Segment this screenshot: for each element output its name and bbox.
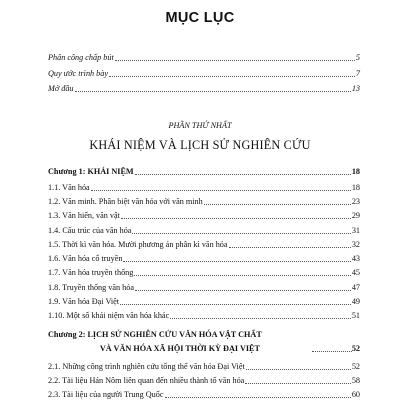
toc-entry-page: 60 bbox=[351, 390, 360, 399]
toc-entry-page: 13 bbox=[351, 84, 360, 93]
toc-entry-label: 2.3. Tài liệu của người Trung Quốc bbox=[48, 390, 164, 399]
toc-entry-label: 1.1. Văn hóa bbox=[48, 183, 90, 192]
leader-dots bbox=[120, 304, 351, 305]
leader-dots bbox=[132, 233, 350, 234]
toc-entry-label: Phân công chấp bút bbox=[48, 53, 114, 62]
leader-dots bbox=[134, 275, 350, 276]
leader-dots bbox=[312, 351, 352, 352]
toc-entry[interactable] bbox=[48, 197, 360, 207]
toc-entry-page: 29 bbox=[351, 211, 360, 220]
toc-entry-label: 1.6. Văn hóa cổ truyền bbox=[48, 254, 123, 263]
chapter-title: Chương 2: LỊCH SỬ NGHIÊN CỨU VĂN HÓA VẬT CHẤT bbox=[48, 330, 262, 339]
leader-dots bbox=[115, 60, 355, 61]
toc-entry-label: 1.9. Văn hóa Đại Việt bbox=[48, 297, 120, 306]
toc-entry-page: 23 bbox=[351, 197, 360, 206]
leader-dots bbox=[121, 218, 351, 219]
toc-entry-page: 52 bbox=[351, 362, 360, 371]
toc-entry[interactable] bbox=[48, 84, 360, 94]
chapter-entry[interactable] bbox=[48, 167, 360, 177]
toc-entry[interactable] bbox=[48, 183, 360, 193]
toc-entry-page: 58 bbox=[351, 376, 360, 385]
chapter-entry[interactable] bbox=[48, 330, 360, 340]
toc-entry[interactable] bbox=[48, 240, 360, 250]
toc-entry[interactable] bbox=[48, 53, 360, 63]
toc-entry-label: Mở đầu bbox=[48, 84, 74, 93]
leader-dots bbox=[135, 174, 351, 175]
toc-entry-label: 1.2. Văn minh. Phân biệt văn hóa với văn minh bbox=[48, 197, 203, 206]
part-title: KHÁI NIỆM VÀ LỊCH SỬ NGHIÊN CỨU bbox=[89, 138, 311, 152]
toc-entry-label: Quy ước trình bày bbox=[48, 69, 108, 78]
toc-entry-page: 49 bbox=[351, 297, 360, 306]
leader-dots bbox=[204, 204, 351, 205]
toc-entry[interactable] bbox=[48, 390, 360, 400]
leader-dots bbox=[165, 397, 351, 398]
toc-entry[interactable] bbox=[48, 283, 360, 293]
toc-entry-page: 7 bbox=[355, 69, 360, 78]
toc-entry[interactable] bbox=[48, 254, 360, 264]
toc-entry[interactable] bbox=[48, 268, 360, 278]
toc-entry-page: 18 bbox=[351, 183, 360, 192]
leader-dots bbox=[109, 76, 355, 77]
toc-entry-page: 31 bbox=[351, 226, 360, 235]
part-label: PHẦN THỨ NHẤT bbox=[168, 121, 232, 130]
toc-entry-label: 1.8. Truyền thống văn hóa bbox=[48, 283, 134, 292]
toc-entry-page: 32 bbox=[351, 240, 360, 249]
leader-dots bbox=[91, 190, 351, 191]
leader-dots bbox=[135, 290, 351, 291]
toc-entry-page: 5 bbox=[355, 53, 360, 62]
toc-entry-label: 2.2. Tài liệu Hán Nôm liên quan đến nhiều thành tố văn hóa bbox=[48, 376, 245, 385]
toc-entry-page: 47 bbox=[351, 283, 360, 292]
toc-entry[interactable] bbox=[48, 69, 360, 79]
toc-entry[interactable] bbox=[48, 226, 360, 236]
chapter-title: Chương 1: KHÁI NIỆM bbox=[48, 167, 134, 176]
chapter-title-continued: VÀ VĂN HÓA XÃ HỘI THỜI KỲ ĐẠI VIỆT bbox=[99, 344, 260, 353]
leader-dots bbox=[170, 318, 351, 319]
toc-entry-label: 1.4. Cấu trúc của văn hóa bbox=[48, 226, 132, 235]
toc-entry[interactable] bbox=[48, 211, 360, 221]
leader-dots bbox=[245, 383, 351, 384]
leader-dots bbox=[123, 261, 350, 262]
toc-entry[interactable] bbox=[48, 376, 360, 386]
leader-dots bbox=[246, 369, 351, 370]
toc-entry[interactable] bbox=[48, 362, 360, 372]
page-title: MỤC LỤC bbox=[165, 10, 235, 26]
toc-entry-label: 2.1. Những công trình nghiên cứu tổng thể văn hóa Đại Việt bbox=[48, 362, 245, 371]
chapter-page: 52 bbox=[351, 344, 360, 353]
toc-entry-page: 45 bbox=[351, 268, 360, 277]
toc-entry-label: 1.7. Văn hóa truyền thống bbox=[48, 268, 134, 277]
toc-entry-label: 1.3. Văn hiến, văn vật bbox=[48, 211, 120, 220]
chapter-page: 18 bbox=[351, 167, 360, 176]
leader-dots bbox=[229, 247, 351, 248]
toc-entry-label: 1.10. Một số khái niệm văn hóa khác bbox=[48, 311, 170, 320]
toc-entry[interactable] bbox=[48, 311, 360, 321]
toc-entry-page: 51 bbox=[351, 311, 360, 320]
toc-entry-page: 43 bbox=[351, 254, 360, 263]
toc-entry-label: 1.5. Thời kì văn hóa. Mười phương án phân kì văn hóa bbox=[48, 240, 228, 249]
chapter-entry-continuation[interactable] bbox=[48, 344, 360, 354]
leader-dots bbox=[75, 91, 351, 92]
toc-entry[interactable] bbox=[48, 297, 360, 307]
